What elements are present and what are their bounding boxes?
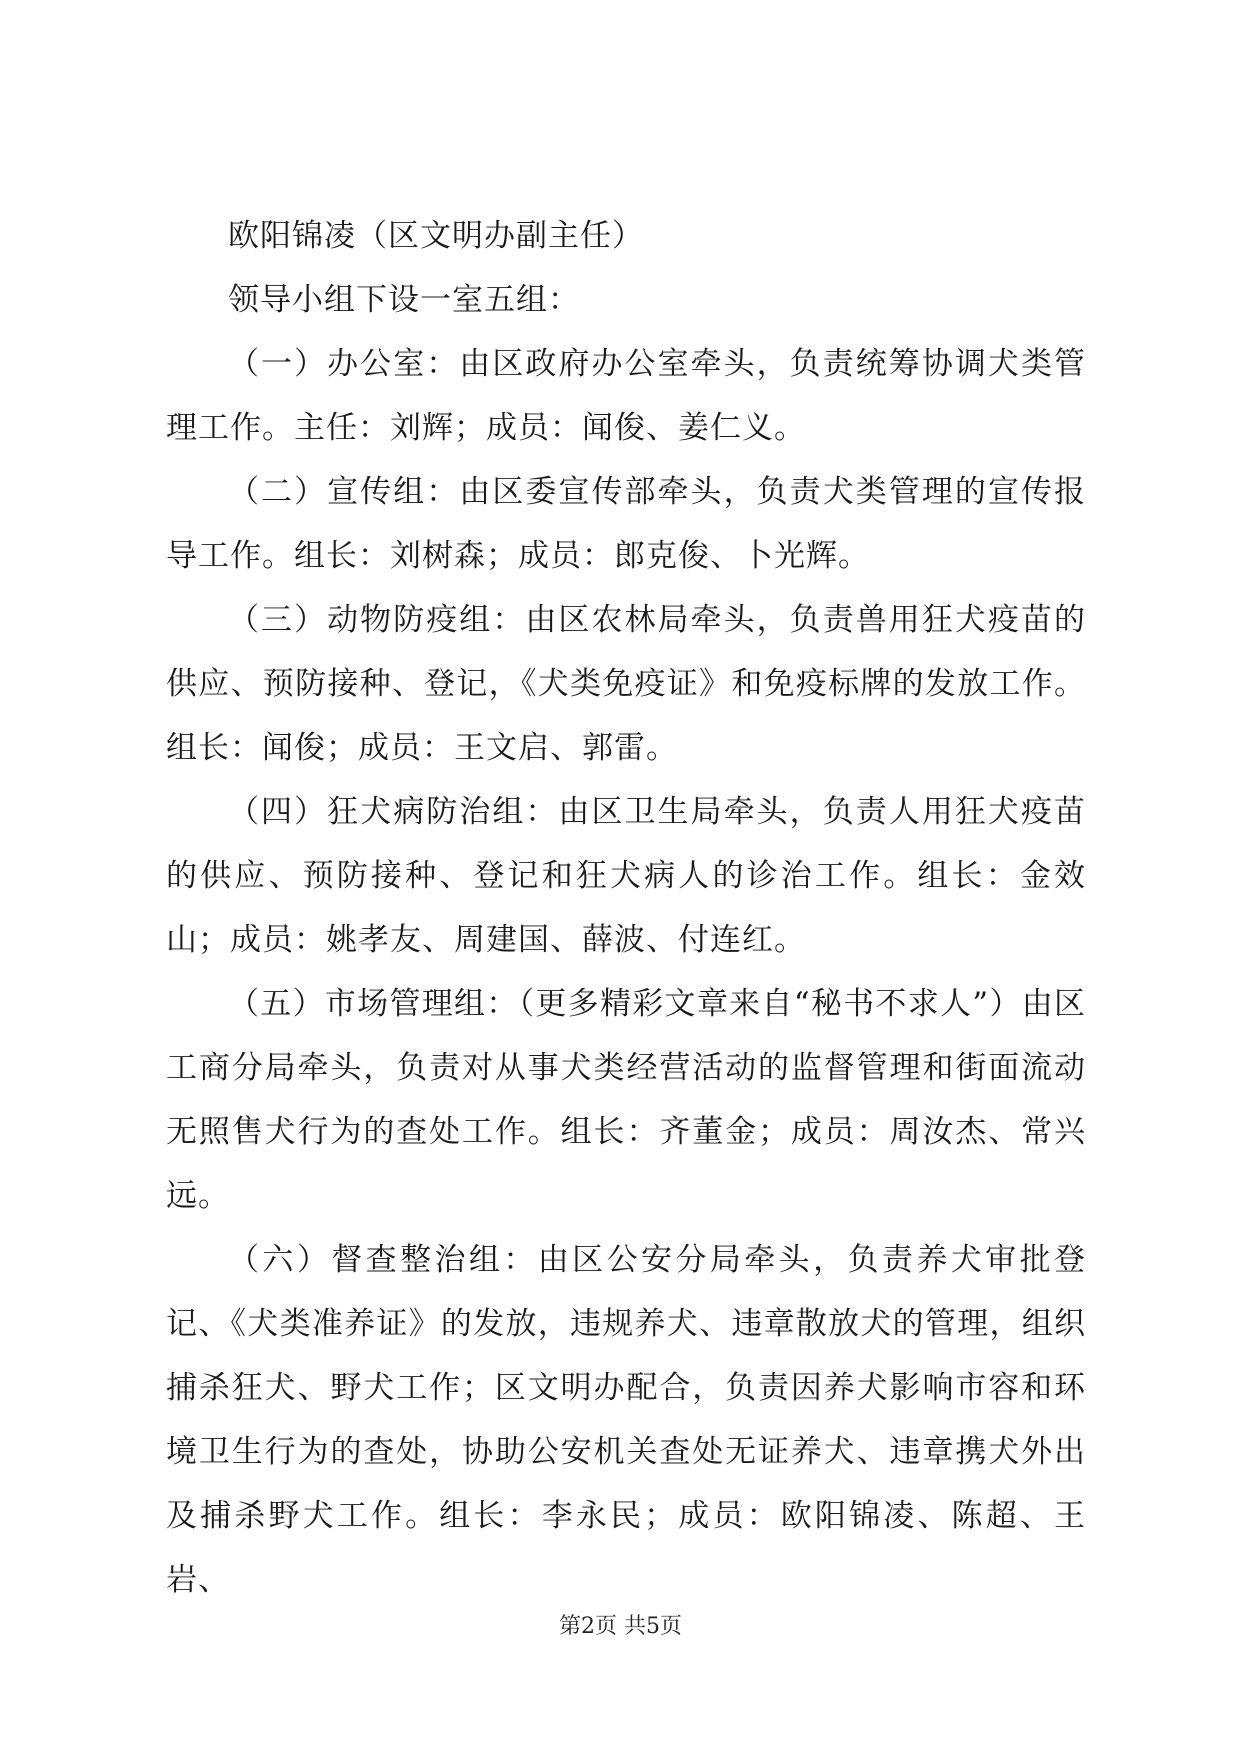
paragraph-member-ouyang: 欧阳锦凌（区文明办副主任）	[228, 218, 644, 254]
paragraph-market-management-group: （五）市场管理组：（更多精彩文章来自“秘书不求人”）由区工商分局牵头，负责对从事犬类经营活动的监督管理和街面流动无照售犬行为的查处工作。组长：齐董金；成员：周汝杰、常兴远。	[166, 986, 1086, 1214]
paragraph-group-intro: 领导小组下设一室五组：	[228, 282, 580, 318]
page-footer: 第2页 共5页	[559, 1614, 682, 1639]
paragraph-office: （一）办公室：由区政府办公室牵头，负责统筹协调犬类管理工作。主任：刘辉；成员：闻俊、姜仁义。	[166, 346, 1086, 446]
paragraph-inspection-group: （六）督查整治组：由区公安分局牵头，负责养犬审批登记、《犬类准养证》的发放，违规养犬、违章散放犬的管理，组织捕杀狂犬、野犬工作；区文明办配合，负责因养犬影响市容和环境卫生行为的查处，协助公安机关查处无证养犬、违章携犬外出及捕杀野犬工作。组长：李永民；成员：欧阳锦凌、陈超、王岩、	[166, 1242, 1086, 1598]
paragraph-animal-epidemic-group: （三）动物防疫组：由区农林局牵头，负责兽用狂犬疫苗的供应、预防接种、登记，《犬类免疫证》和免疫标牌的发放工作。组长：闻俊；成员：王文启、郭雷。	[166, 602, 1086, 766]
document-body	[166, 204, 1086, 1612]
paragraph-publicity-group: （二）宣传组：由区委宣传部牵头，负责犬类管理的宣传报导工作。组长：刘树森；成员：郎克俊、卜光辉。	[166, 474, 1086, 574]
paragraph-rabies-control-group: （四）狂犬病防治组：由区卫生局牵头，负责人用狂犬疫苗的供应、预防接种、登记和狂犬病人的诊治工作。组长：金效山；成员：姚孝友、周建国、薛波、付连红。	[166, 794, 1086, 958]
